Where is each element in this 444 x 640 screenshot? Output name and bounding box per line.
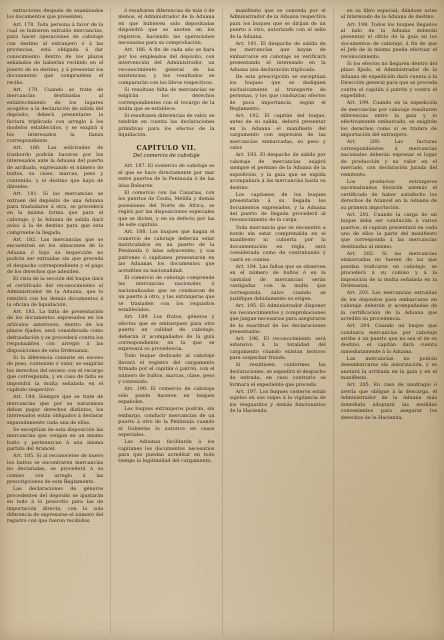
paragraph: Si resultasen conformes las declaraciones, se expedirá el despacho de entrada; en caso contrario se formará el expediente que proceda. <box>229 362 326 388</box>
paragraph: Art. 179. Cuando se trate de mercancías destinadas al establecimiento de los lugares acogidos a la declaración de salida del depósito, deberá presentarse la factura triplicada con arreglo á los modelos establecidos, y se exigirá á los interesados la fianza correspondiente. <box>7 86 104 145</box>
paragraph: Si los efectos no llegaren dentro del plazo fijado, el Administrador de la Aduana de expedición dará cuenta á la Dirección general para que se proceda contra el capitán ó patrón y contra el expedidor. <box>340 60 437 100</box>
paragraph: Art. 183. La falta de presentación de los documentos expresados en los artículos anteriores, dentro de los plazos fijados, será considerada como defraudación y se procederá contra los responsables con arreglo á las disposiciones de esta Ordenanza. <box>7 309 104 354</box>
paragraph: Art. 180. Las solicitudes de trasbordo podrán hacerse por los interesados ante la Aduana del puerto de arribada, expresando el número de bultos, su clase, marcas, peso y contenido, y el destino que haya de dárseles. <box>7 145 104 191</box>
column-divider <box>333 8 334 634</box>
paragraph: Art. 205. En caso de naufragio ó avería que obligue á la descarga, el Administrador de la Aduana más inmediata adoptará las medidas convenientes para asegurar los derechos de la Hacienda. <box>340 382 437 421</box>
paragraph: extractores después de examinados los documentos que presenten. <box>7 8 104 21</box>
column-3 <box>230 8 326 634</box>
paragraph: Art. 188. Los buques que hagan el comercio de cabotaje deberán estar matriculados en un puerto de la Península ó islas adyacentes, y sus patrones ó capitanes presentarán en las Aduanas los documentos que acrediten su nacionalidad. <box>118 229 215 274</box>
paragraph: ó resultaren diferencias de más ó de menos, el Administrador de la Aduana en que hubieren sido depositadas dispondrá que se anoten en los registros, haciendo las operaciones necesarias para su comprobación. <box>118 8 215 47</box>
chapter-subtitle: Del comercio de cabotaje <box>133 152 200 159</box>
paragraph: Art. 178. Toda persona á favor de la cual se hubieren extraído mercancías, para hacer operaciones de cabotaje con destino al extranjero ó á las provincias, está obligada á dar conocimiento dentro de los plazos señalados de haberlas recibido en el puerto de su destino, y á presentar los documentos que comprueben el recibo. <box>7 21 104 86</box>
chapter-heading: CAPÍTULO VII. <box>136 143 197 152</box>
paragraph: Art. 197. Los buques costeros están sujetos en sus viajes á la vigilancia de los resguardos y demás funcionarios de la Hacienda. <box>229 388 326 415</box>
paragraph: Si resultase falta de mercancías se exigirán los derechos correspondientes con el recargo de la multa que se establece. <box>118 86 215 112</box>
paragraph: Art. 202. Si las mercancías embarcadas no fueren de las que puedan traficarse en cabotaje, se procederá á su comiso y á la imposición de la multa señalada en la Ordenanza. <box>340 250 437 290</box>
paragraph: Art. 184. Siempre que se trate de mercancías que por su naturaleza deban pagar derechos distintos, los interesados están obligados á declarar separadamente cada una de ellas. <box>7 394 104 426</box>
paragraph: Las Aduanas facilitarán á los capitanes los documentos necesarios para que puedan acreditar en todo tiempo la legitimidad del cargamento. <box>118 439 215 465</box>
paragraph: Los buques extranjeros podrán, sin embargo, conducir mercancías de un puerto á otro de la Península cuando el Gobierno lo autorice en casos especiales. <box>118 406 215 439</box>
paragraph: manifiesto que se conceda por el Administrador de la Aduana respectiva para los buques que se dirijan de un puerto á otro, autorizado con el sello de la Aduana. <box>229 8 326 40</box>
column-4 <box>341 8 437 634</box>
paragraph: Si la diferencia consiste en exceso de peso, contenido ó valor, se exigirán los derechos del exceso con el recargo que corresponda, y en caso de falta se impondrá la multa señalada en el capítulo respectivo. <box>7 354 104 394</box>
paragraph: en su libro especial; dándose aviso al interesado de la Aduana de destino. <box>340 8 437 21</box>
paragraph: Art. 185. Si al reconocerse de nuevo los bultos se encontraren mercancías no declaradas, se procederá á su comiso con arreglo á las prescripciones de este Reglamento. <box>7 453 104 486</box>
paragraph: De esta prescripción se exceptúan los buques que se dediquen exclusivamente al transporte de personas, y los que conduzcan efectos de poca importancia, según el Reglamento. <box>229 73 326 112</box>
paragraph: Art. 201. Cuando la carga de un buque deba ser conducida á varios puertos, el capitán presentará en cada uno de ellos la parte del manifiesto que corresponda á las mercancías destinadas al mismo. <box>340 211 437 250</box>
paragraph: Art. 200. Las facturas correspondientes á mercancías nacionales deberán expresar el lugar de producción y su valor en el mercado, con declaración jurada del remitente. <box>340 139 437 178</box>
paragraph: Art. 195. El Administrador disponer los reconocimientos y comprobaciones que juzgue necesarios para asegurarse de la exactitud de las declaraciones presentadas. <box>229 303 326 335</box>
paragraph: El vista de la sección del buque dará el certificado del reconocimiento al Administrador de la Aduana, que lo remitirá con los demás documentos á la oficina de liquidación. <box>7 276 104 308</box>
paragraph: Art. 204. Cuando un buque que conduzca mercancías por cabotaje arribe á un puerto que no sea el de su destino, el capitán dará cuenta inmediatamente á la Aduana. <box>340 323 437 355</box>
paragraph: Los capitanes de los buques presentarán á su llegada los documentos expresados, y la Aduana del puerto de llegada procederá al reconocimiento de la carga. <box>229 191 326 224</box>
column-divider <box>222 8 223 634</box>
paragraph: Las mercancías no podrán desembarcarse sin autorización, y se anotará la arribada en la guía y en el manifiesto. <box>340 355 437 382</box>
paragraph: Art. 193. El despacho de salida por cabotaje de mercancías exigirá siempre el permiso de la Aduana de la expedición, y la guía que se expida acompañará á las mercancías hasta su destino. <box>229 152 326 191</box>
paragraph: Si resultasen diferencias de valor, se tendrán en cuenta las declaraciones primitivas para los efectos de la liquidación. <box>118 113 215 139</box>
paragraph: Art. 186. A fin de cada año se hará por los empleados del depósito, con intervención del Administrador, un reconocimiento general de las existencias, y los resultados se compararán con los libros respectivos. <box>118 47 215 86</box>
paragraph: Art. 190. El comercio de cabotaje sólo puede hacerse en buques españoles. <box>118 386 215 406</box>
paragraph: El comercio de cabotaje comprende las mercancías nacionales ó nacionalizadas que se conduzcan de un puerto á otro, y las extranjeras que se trasladen con los requisitos establecidos. <box>118 274 215 314</box>
paragraph: Art. 196. El reconocimiento será extensivo á la totalidad del cargamento cuando existan motivos para sospechar fraude. <box>229 336 326 362</box>
text-columns <box>7 8 437 634</box>
paragraph: El comercio con las Canarias, con los puertos de Ceuta, Melilla y demás posesiones del Norte de África, se regirá por las disposiciones especiales que se dicten, y en su defecto por las de este capítulo. <box>118 189 215 229</box>
paragraph: Art. 199. Cuando en la expedición de mercancías por cabotaje resultaren diferencias entre la guía y lo efectivamente embarcado, se exigirán los derechos como si se tratara de importación del extranjero. <box>340 100 437 139</box>
column-2 <box>118 8 214 634</box>
column-divider <box>110 8 111 634</box>
paragraph: Los productos extranjeros nacionalizados llevarán además el certificado de haber satisfecho los derechos de Arancel en la Aduana de su primera importación. <box>340 178 437 211</box>
paragraph: Todo buque dedicado al cabotaje llevará el registro del cargamento firmado por el capitán ó patrón, con el número de bultos, marcas, clase, peso y contenido. <box>118 353 215 386</box>
paragraph: Art. 191. El despacho de salida de las mercancías que hayan de embarcarse en cabotaje se verificará presentando el interesado en la Aduana una declaración triplicada. <box>229 40 326 73</box>
paragraph: Art. 181. Si las mercancías se extraen del depósito de una Aduana para trasladarse á otra, se procederá en la misma forma que para el cabotaje, y la Aduana de salida dará aviso á la de destino para que esta compruebe la llegada. <box>7 191 104 236</box>
paragraph: Art. 203. Las mercancías extraídas de los depósitos para embarcarse en cabotaje deberán ir acompañadas de la certificación de la Aduana que acredite su procedencia. <box>340 290 437 323</box>
paragraph: Art. 194. Las faltas que se observen en el número de bultos ó en la cantidad de mercancías serán castigadas con la multa que corresponda, salvo cuando se justifique debidamente su origen. <box>229 263 326 303</box>
paragraph: Art. 189. Los frutos, géneros y efectos que se embarquen para otro puerto en calidad de cabotaje, deberán ir acompañados de la guía correspondiente, en la que se expresará su procedencia. <box>118 314 215 353</box>
paragraph: Las declaraciones de géneros procedentes del depósito se ajustarán en todo á lo prescrito para las de importación directa, con la sola diferencia de expresarse el número del registro con que fueron recibidos. <box>7 486 104 525</box>
paragraph: Art. 182. Las mercancías que se encuentren en los almacenes de la Aduana ó bajo su inspección no podrán ser extraídas sin que preceda el despacho correspondiente y el pago de los derechos que adeuden. <box>7 236 104 276</box>
paragraph: Art. 198. Todos los buques llegados al lado de la Aduana deberán presentar el oficio de la guía en los documentos de cabotaje, á fin de que el Jefe de la misma pueda efectuar el reconocimiento. <box>340 21 437 60</box>
paragraph: Art. 187. El comercio de cabotaje es el que se hace directamente por mar entre puertos de la Península ó de las islas Baleares. <box>118 163 215 189</box>
paragraph: Se exceptúan de esta disposición las mercancías que vengan en un mismo bulto y pertenezcan á una misma partida del Arancel. <box>7 426 104 453</box>
paragraph: Toda mercancía que se encuentre a bordo sin estar comprendida en el manifiesto ni cubierta por la documentación en regla, será considerada como de contrabando y caerá en comiso. <box>229 224 326 263</box>
column-1 <box>7 8 103 634</box>
paragraph: Art. 192. El capitán del buque, antes de su salida, deberá presentar en la Aduana el manifiesto del cargamento con expresión de las mercancías embarcadas, su peso y valor. <box>229 113 326 152</box>
